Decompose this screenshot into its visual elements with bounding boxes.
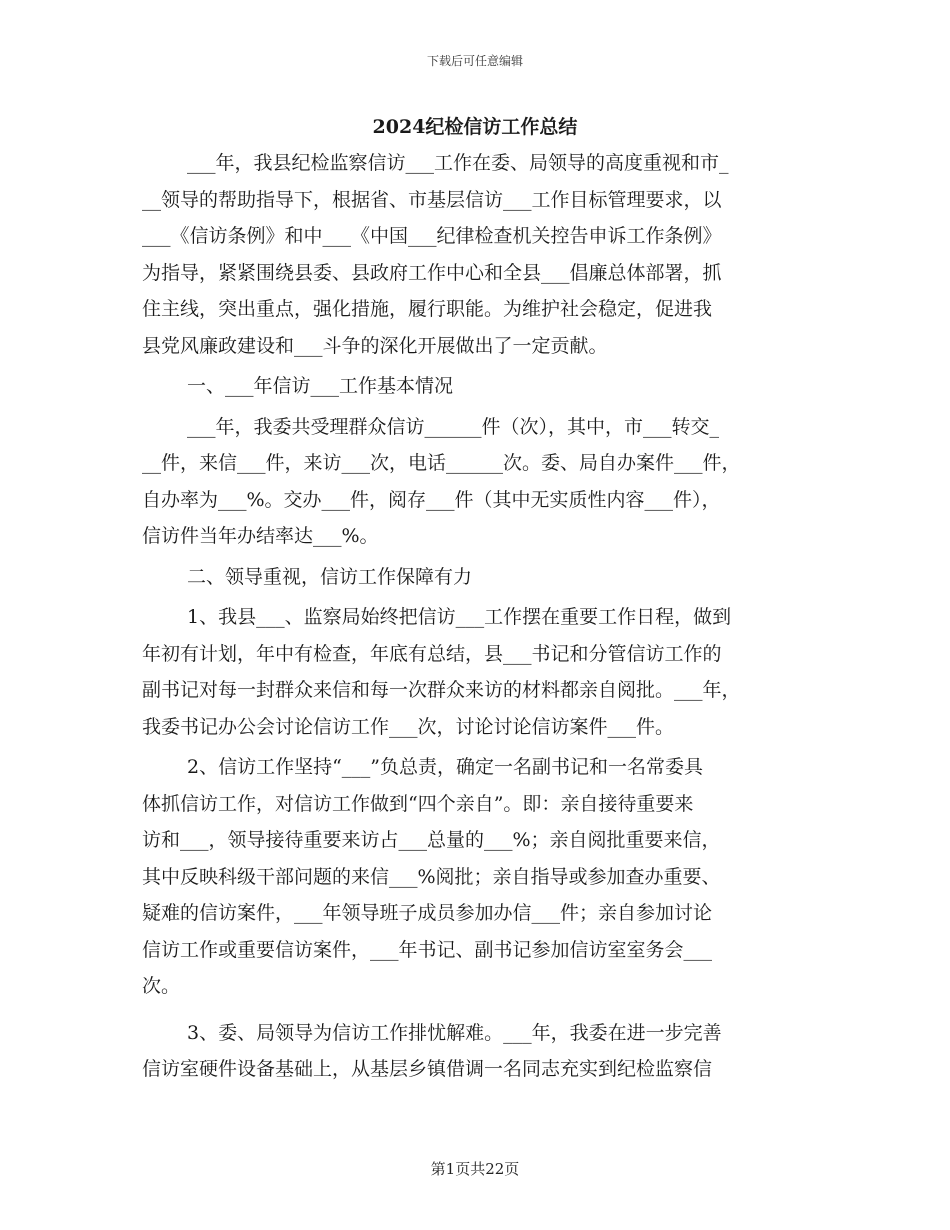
body-line: 信访件当年办结率达___%。 [142,525,379,547]
document-title: 2024纪检信访工作总结 [372,116,578,138]
body-line: 体抓信访工作，对信访工作做到“四个亲自”。即：亲自接待重要来 [142,792,694,815]
body-line: 为指导，紧紧围绕县委、县政府工作中心和全县___倡廉总体部署，抓 [142,261,722,284]
section-heading: 一、___年信访___工作基本情况 [187,375,454,397]
document-body [142,145,812,1088]
body-line: 访和___，领导接待重要来访占___总量的___%；亲自阅批重要来信， [142,829,721,851]
body-line: 其中反映科级干部问题的来信___%阅批；亲自指导或参加查办重要、 [142,865,721,888]
body-line: __件，来信___件，来访___次，电话______次。委、局自办案件___件， [142,452,741,474]
section-heading: 二、领导重视，信访工作保障有力 [187,565,473,588]
body-line: 2、信访工作坚持“___”负总责，确定一名副书记和一名常委具 [187,756,704,778]
body-line: 自办率为___%。交办___件，阅存___件（其中无实质性内容___件）， [142,488,721,511]
body-line: ___年，我县纪检监察信访___工作在委、局领导的高度重视和市_ [187,152,729,174]
body-line: 我委书记办公会讨论信访工作___次，讨论讨论信访案件___件。 [142,715,675,738]
body-line: ___《信访条例》和中___《中国___纪律检查机关控告申诉工作条例》 [142,225,722,247]
body-line: 信访工作或重要信访案件，___年书记、副书记参加信访室室务会___ [142,938,713,961]
body-line: 县党风廉政建设和___斗争的深化开展做出了一定贡献。 [142,334,608,357]
body-line: ___年，我委共受理群众信访______件（次），其中，市___转交_ [187,415,720,438]
body-line: 次。 [142,975,181,997]
body-line: 信访室硬件设备基础上，从基层乡镇借调一名同志充实到纪检监察信 [142,1058,713,1080]
body-line: 3、委、局领导为信访工作排忧解难。___年，我委在进一步完善 [187,1021,722,1044]
page-header-note: 下载后可任意编辑 [426,54,523,68]
body-line: 疑难的信访案件，___年领导班子成员参加办信___件；亲自参加讨论 [142,902,713,924]
page-number-footer: 第1页共22页 [430,1160,520,1178]
body-line: 1、我县___、监察局始终把信访___工作摆在重要工作日程，做到 [187,606,732,628]
body-line: 住主线，突出重点，强化措施，履行职能。为维护社会稳定，促进我 [142,298,713,320]
body-line: __领导的帮助指导下，根据省、市基层信访___工作目标管理要求，以 [142,188,722,211]
body-line: 副书记对每一封群众来信和每一次群众来访的材料都亲自阅批。___年， [142,679,741,701]
body-line: 年初有计划，年中有检查，年底有总结，县___书记和分管信访工作的 [142,642,722,665]
